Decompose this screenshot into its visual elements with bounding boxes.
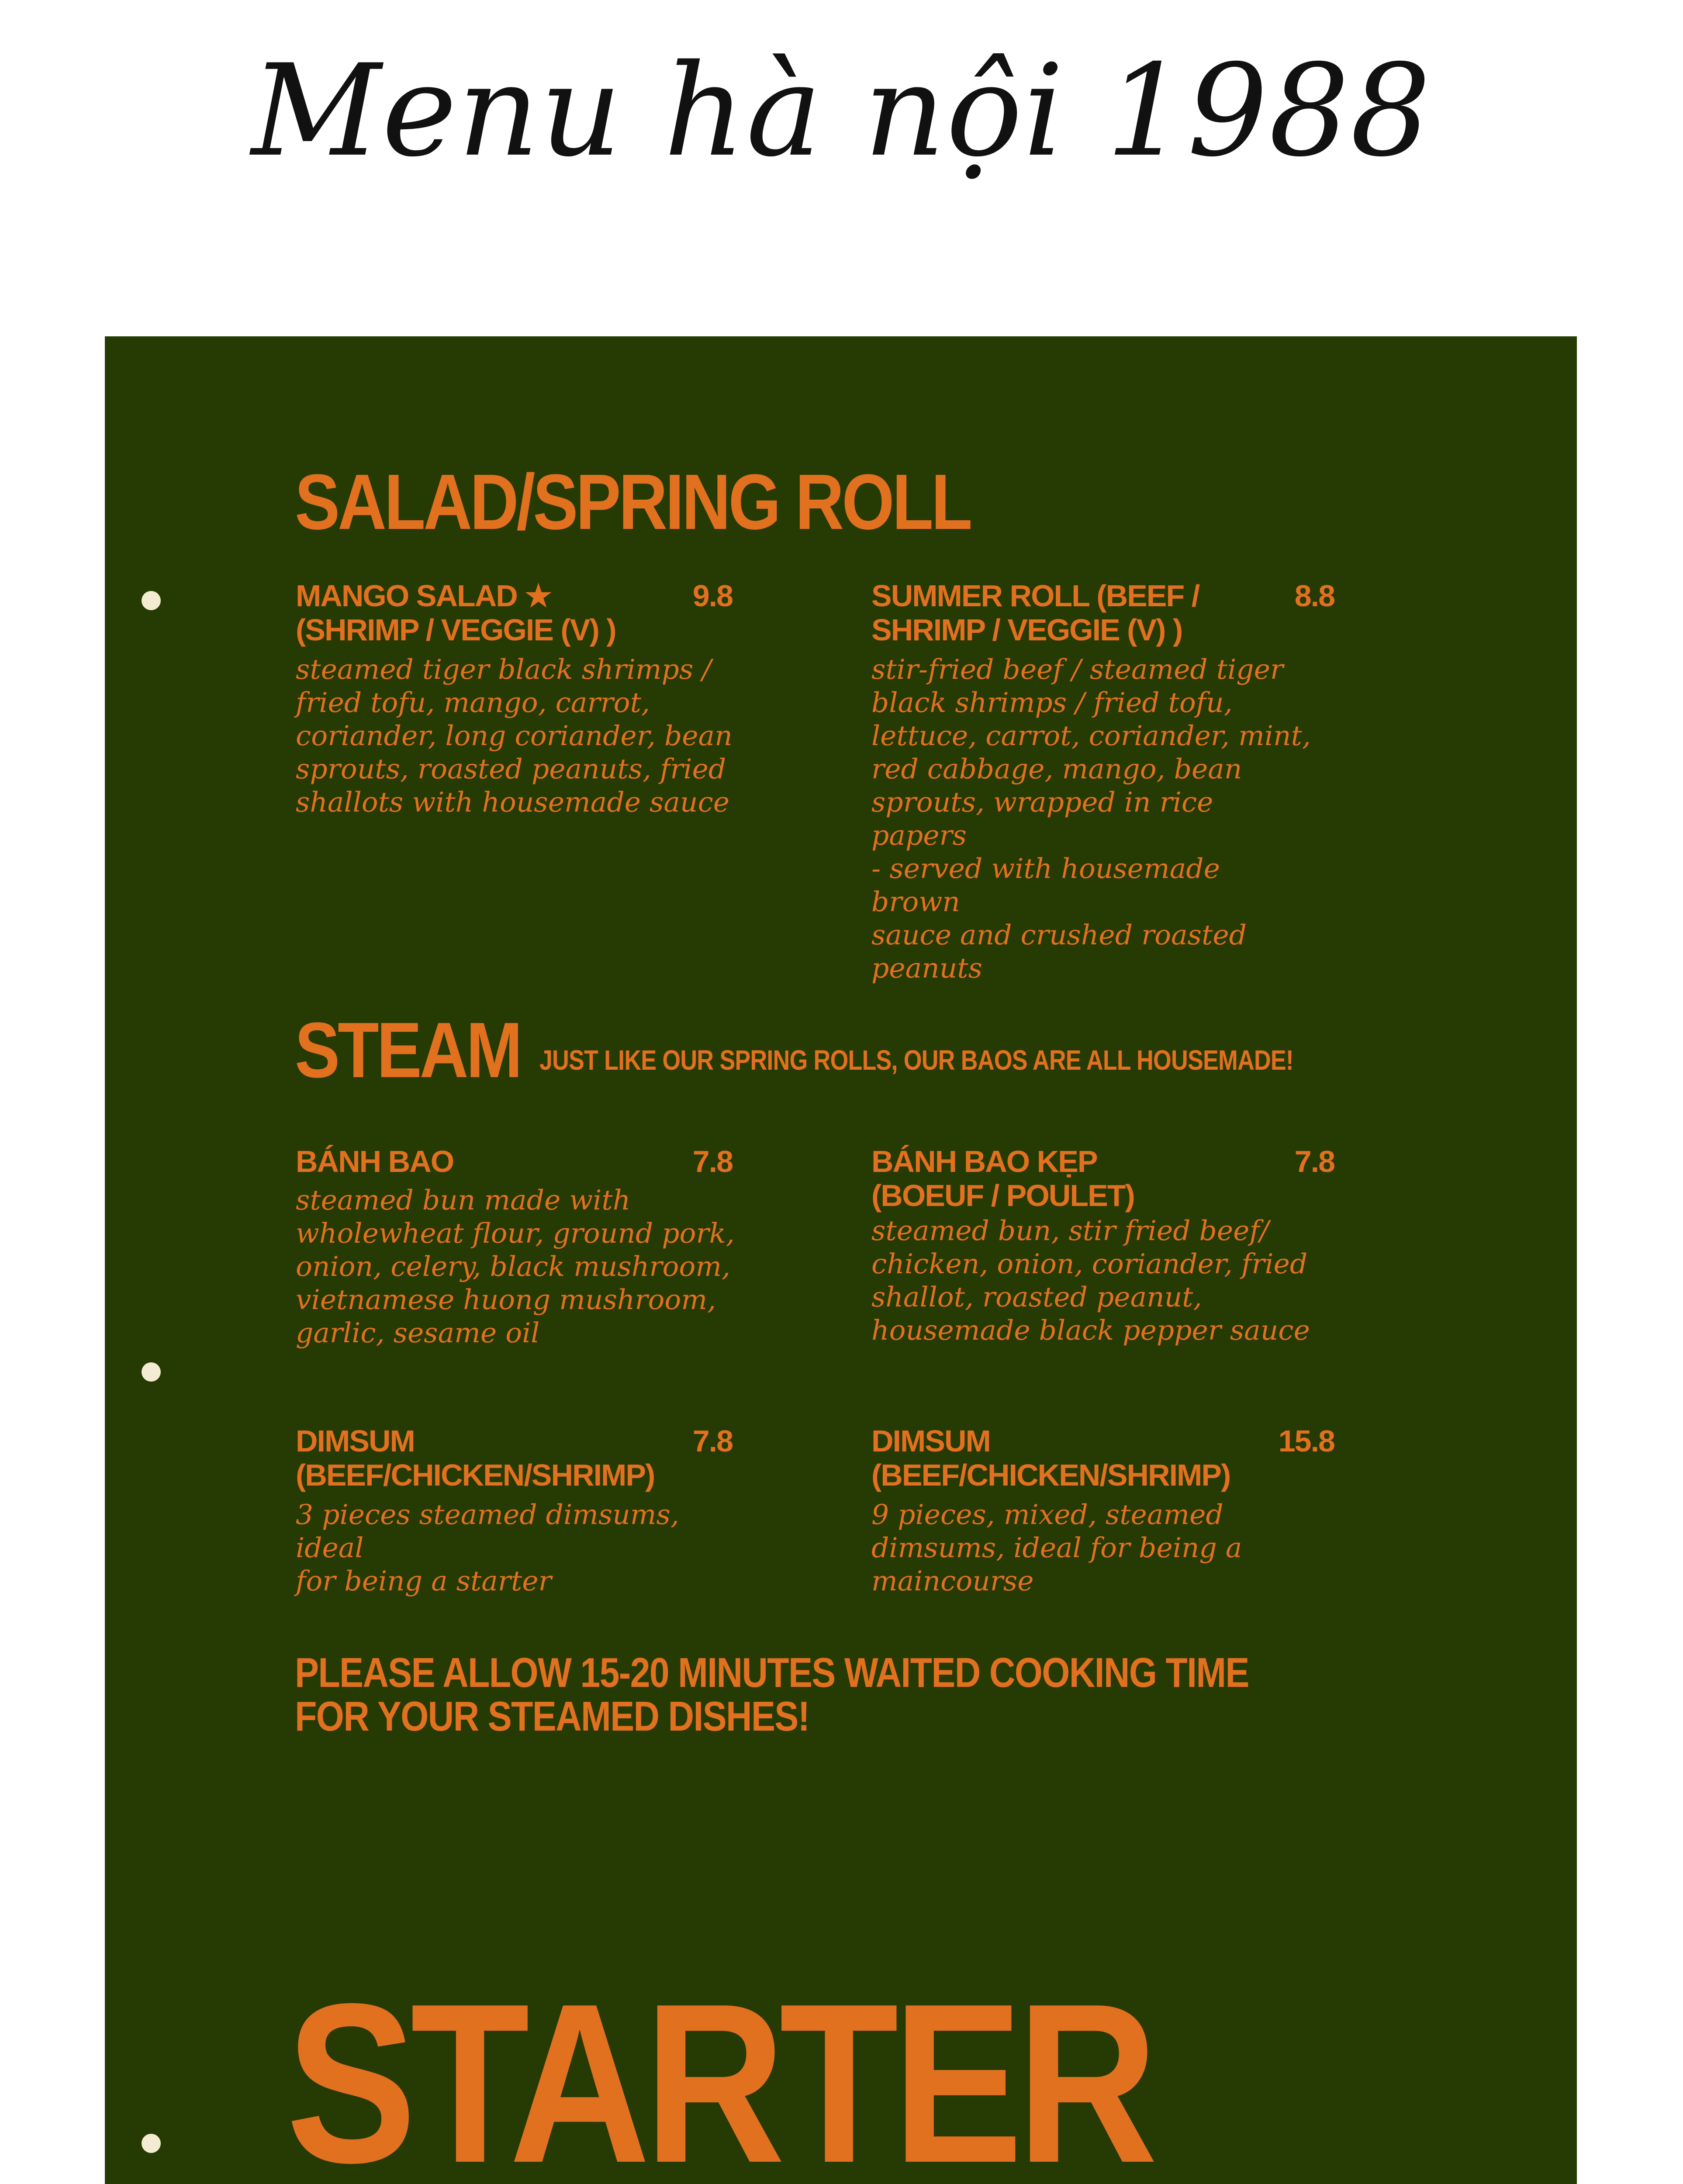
- item-price: 7.8: [1294, 1144, 1334, 1178]
- item-description: 3 pieces steamed dimsums, ideal for being a starter: [296, 1499, 679, 1597]
- section-title-salad: SALAD/SPRING ROLL: [295, 458, 971, 546]
- menu-board: [105, 336, 1577, 2184]
- starter-title: STARTER: [286, 1956, 1152, 2184]
- cooking-time-notice: PLEASE ALLOW 15-20 MINUTES WAITED COOKING TIME FOR YOUR STEAMED DISHES!: [295, 1649, 1249, 1740]
- item-description: steamed bun, stir fried beef/ chicken, onion, coriander, fried shallot, roasted peanut, housemade black pepper sauce: [871, 1215, 1310, 1346]
- section-tagline: JUST LIKE OUR SPRING ROLLS, OUR BAOS ARE ALL HOUSEMADE!: [539, 1044, 1293, 1076]
- item-description: steamed bun made with wholewheat flour, ground pork, onion, celery, black mushroom, vietnamese huong mushroom, garlic, sesame oil: [296, 1184, 735, 1349]
- page-heading: Menu hà nội 1988: [251, 38, 1432, 185]
- menu-item: [296, 579, 759, 819]
- item-price: 8.8: [1294, 579, 1334, 613]
- item-description: stir-fried beef / steamed tiger black shrimps / fried tofu, lettuce, carrot, coriander, mint, red cabbage, mango, bean sprouts, wrapped in rice papers - served with housemade brown sauce and crushed roasted peanuts: [871, 653, 1311, 984]
- item-name: MANGO SALAD ★ (SHRIMP / VEGGIE (V) ): [296, 579, 616, 647]
- item-description: 9 pieces, mixed, steamed dimsums, ideal for being a maincourse: [871, 1499, 1242, 1597]
- menu-item: [296, 1144, 759, 1350]
- item-name: BÁNH BAO KẸP (BOEUF / POULET): [871, 1144, 1134, 1213]
- item-name: SUMMER ROLL (BEEF / SHRIMP / VEGGIE (V) ): [871, 579, 1199, 647]
- binder-hole: [142, 2134, 161, 2153]
- item-price: 7.8: [692, 1424, 733, 1458]
- item-name: DIMSUM (BEEF/CHICKEN/SHRIMP): [296, 1424, 655, 1492]
- binder-hole: [142, 591, 161, 610]
- binder-hole: [142, 1362, 161, 1382]
- menu-item: [871, 1144, 1334, 1347]
- item-price: 15.8: [1278, 1424, 1334, 1458]
- item-description: steamed tiger black shrimps / fried tofu, mango, carrot, coriander, long coriander, bean sprouts, roasted peanuts, fried shallots with housemade sauce: [296, 653, 733, 818]
- section-title-steam: STEAM: [295, 1006, 520, 1094]
- menu-item: [871, 579, 1334, 985]
- item-price: 7.8: [692, 1144, 733, 1178]
- item-price: 9.8: [692, 579, 733, 613]
- item-name: BÁNH BAO: [296, 1144, 454, 1178]
- menu-item: [296, 1424, 759, 1598]
- menu-item: [871, 1424, 1334, 1598]
- item-name: DIMSUM (BEEF/CHICKEN/SHRIMP): [871, 1424, 1230, 1492]
